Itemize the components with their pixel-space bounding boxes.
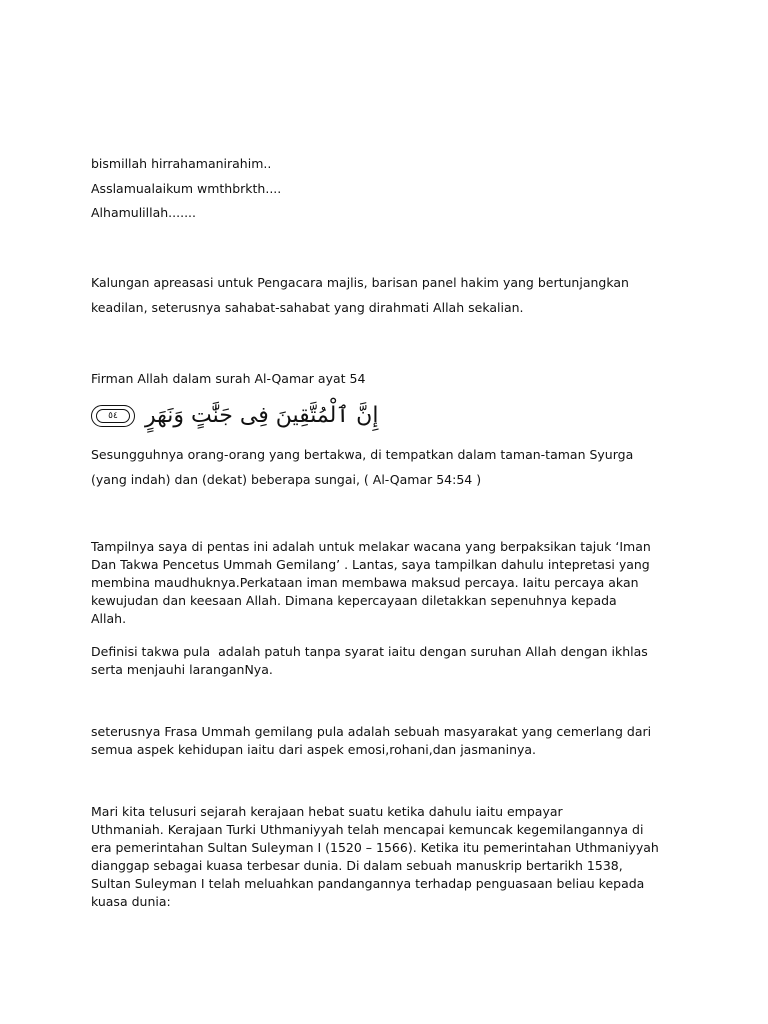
quran-verse bbox=[91, 398, 521, 434]
translation-line: Sesungguhnya orang-orang yang bertakwa, di tempatkan dalam taman-taman Syurga bbox=[91, 447, 634, 462]
greeting-line: bismillah hirrahamanirahim.. bbox=[91, 156, 272, 171]
ayah-number: ٥٤ bbox=[108, 411, 118, 421]
paragraph-line: Uthmaniah. Kerajaan Turki Uthmaniyyah telah mencapai kemuncak kegemilangannya di bbox=[91, 822, 644, 837]
paragraph-line: seterusnya Frasa Ummah gemilang pula adalah sebuah masyarakat yang cemerlang dari bbox=[91, 724, 652, 739]
paragraph-line: Sultan Suleyman I telah meluahkan pandangannya terhadap penguasaan beliau kepada bbox=[91, 876, 645, 891]
paragraph-line: kewujudan dan keesaan Allah. Dimana kepercayaan diletakkan sepenuhnya kepada bbox=[91, 593, 617, 608]
paragraph-line: Dan Takwa Pencetus Ummah Gemilang’ . Lantas, saya tampilkan dahulu intepretasi yang bbox=[91, 557, 650, 572]
firman-intro: Firman Allah dalam surah Al-Qamar ayat 54 bbox=[91, 371, 366, 386]
translation-line: (yang indah) dan (dekat) beberapa sungai, ( Al-Qamar 54:54 ) bbox=[91, 472, 482, 487]
paragraph-line: Mari kita telusuri sejarah kerajaan hebat suatu ketika dahulu iaitu empayar bbox=[91, 804, 563, 819]
paragraph-line: semua aspek kehidupan iaitu dari aspek emosi,rohani,dan jasmaninya. bbox=[91, 742, 537, 757]
paragraph-line: serta menjauhi laranganNya. bbox=[91, 662, 273, 677]
appreciation-line: keadilan, seterusnya sahabat-sahabat yang dirahmati Allah sekalian. bbox=[91, 300, 524, 315]
paragraph-line: Definisi takwa pula adalah patuh tanpa syarat iaitu dengan suruhan Allah dengan ikhlas bbox=[91, 644, 648, 659]
paragraph-line: membina maudhuknya.Perkataan iman membawa maksud percaya. Iaitu percaya akan bbox=[91, 575, 639, 590]
appreciation-line: Kalungan apreasasi untuk Pengacara majlis, barisan panel hakim yang bertunjangkan bbox=[91, 275, 629, 290]
ayah-marker-icon bbox=[91, 405, 135, 427]
paragraph-line: dianggap sebagai kuasa terbesar dunia. Di dalam sebuah manuskrip bertarikh 1538, bbox=[91, 858, 623, 873]
greeting-line: Asslamualaikum wmthbrkth.... bbox=[91, 181, 282, 196]
greeting-line: Alhamulillah....... bbox=[91, 205, 196, 220]
paragraph-line: kuasa dunia: bbox=[91, 894, 171, 909]
arabic-verse-text: إِنَّ ٱلْمُتَّقِينَ فِى جَنَّٰتٍ وَنَهَرٍ bbox=[145, 403, 379, 428]
paragraph-line: era pemerintahan Sultan Suleyman I (1520 – 1566). Ketika itu pemerintahan Uthmaniyyah bbox=[91, 840, 659, 855]
paragraph-line: Allah. bbox=[91, 611, 127, 626]
paragraph-line: Tampilnya saya di pentas ini adalah untuk melakar wacana yang berpaksikan tajuk ‘Iman bbox=[91, 539, 651, 554]
